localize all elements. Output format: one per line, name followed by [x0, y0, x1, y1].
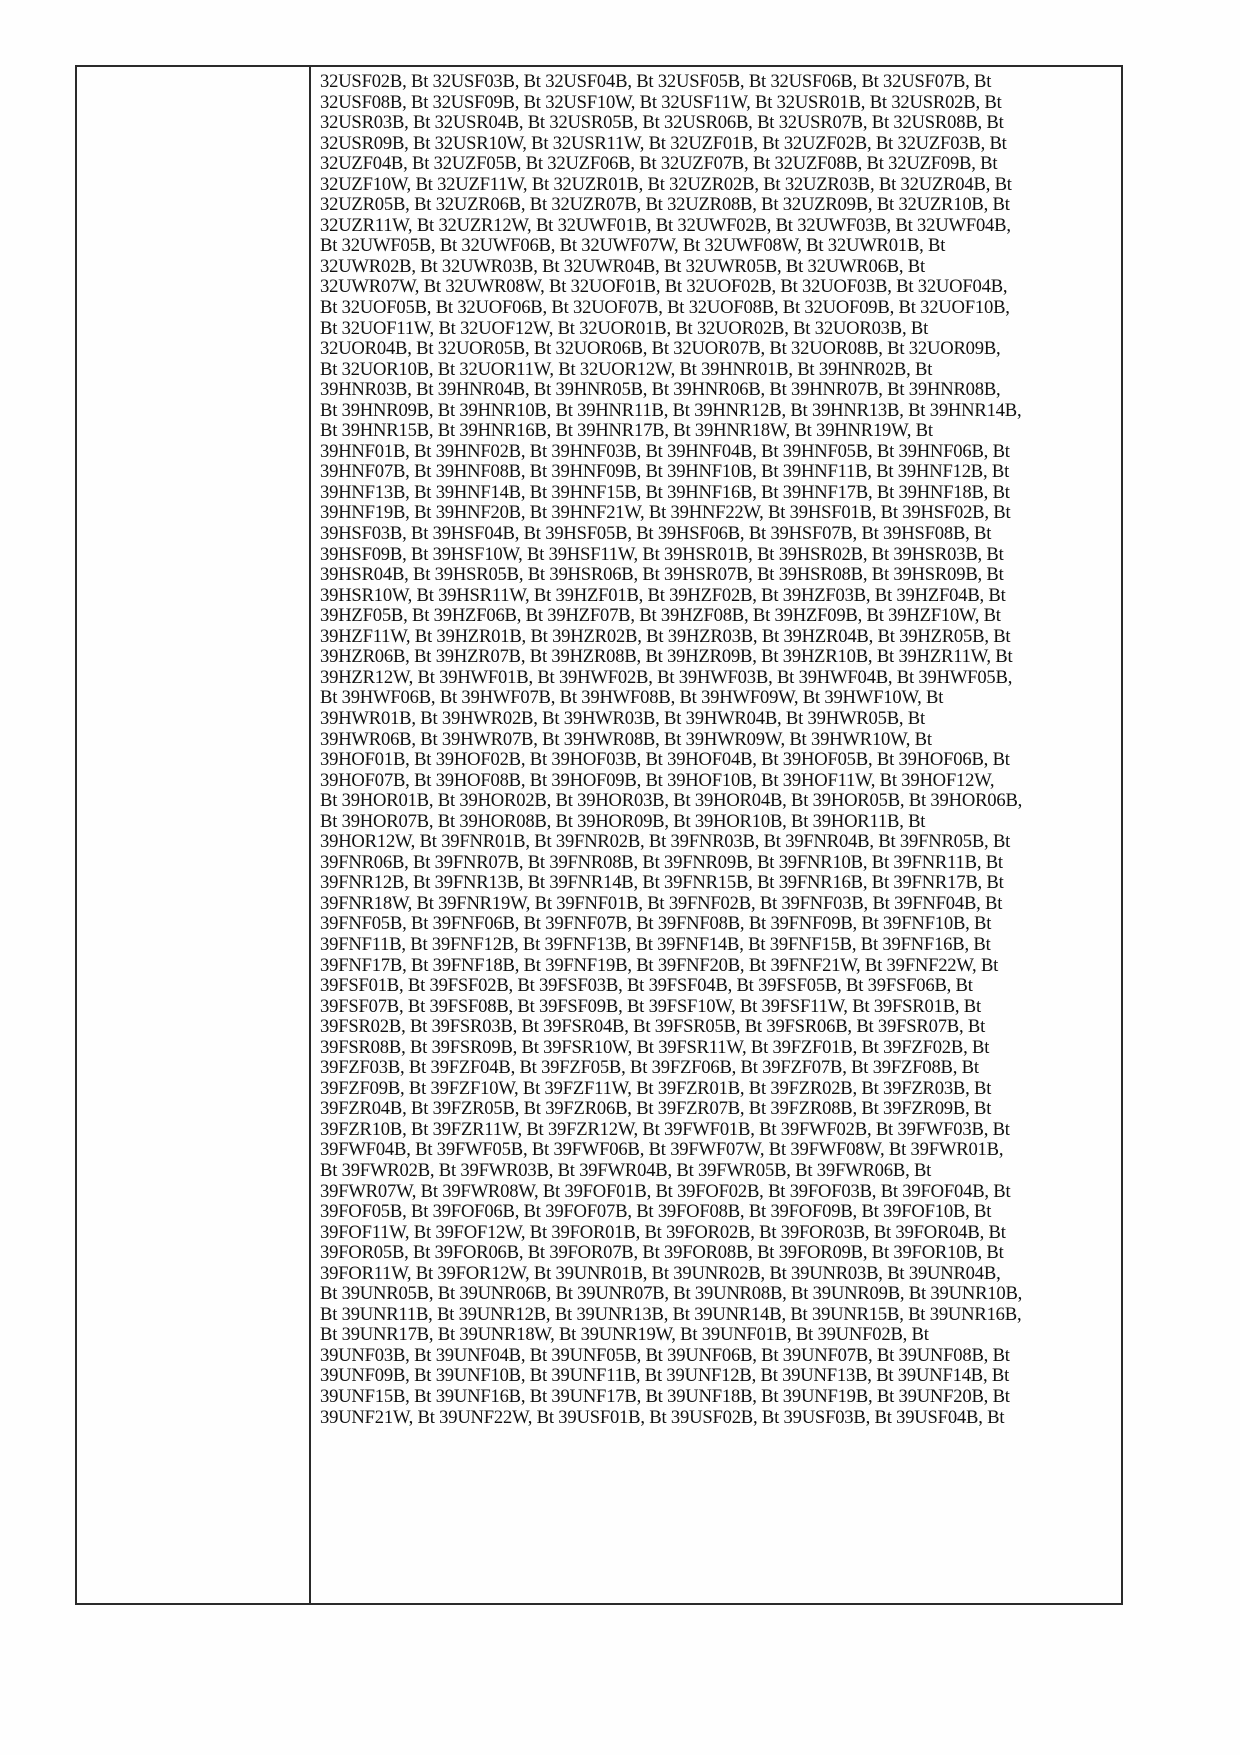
- text-line: 39FNR18W, Bt 39FNR19W, Bt 39FNF01B, Bt 39FNF02B, Bt 39FNF03B, Bt 39FNF04B, Bt: [320, 892, 1003, 914]
- text-line: Bt 39UNR05B, Bt 39UNR06B, Bt 39UNR07B, Bt 39UNR08B, Bt 39UNR09B, Bt 39UNR10B,: [320, 1283, 1023, 1305]
- text-line: 39FNF11B, Bt 39FNF12B, Bt 39FNF13B, Bt 39FNF14B, Bt 39FNF15B, Bt 39FNF16B, Bt: [320, 933, 991, 955]
- text-line: 32USF08B, Bt 32USF09B, Bt 32USF10W, Bt 32USF11W, Bt 32USR01B, Bt 32USR02B, Bt: [320, 91, 1002, 113]
- table-left-cell: [77, 67, 311, 1603]
- text-line: 39FOR11W, Bt 39FOR12W, Bt 39UNR01B, Bt 39UNR02B, Bt 39UNR03B, Bt 39UNR04B,: [320, 1262, 1001, 1284]
- text-line: 39HZR06B, Bt 39HZR07B, Bt 39HZR08B, Bt 39HZR09B, Bt 39HZR10B, Bt 39HZR11W, Bt: [320, 646, 1013, 668]
- text-line: 39FSR08B, Bt 39FSR09B, Bt 39FSR10W, Bt 39FSR11W, Bt 39FZF01B, Bt 39FZF02B, Bt: [320, 1036, 990, 1058]
- text-line: 39FNR06B, Bt 39FNR07B, Bt 39FNR08B, Bt 39FNR09B, Bt 39FNR10B, Bt 39FNR11B, Bt: [320, 851, 1003, 873]
- text-line: Bt 32UOF11W, Bt 32UOF12W, Bt 32UOR01B, Bt 32UOR02B, Bt 32UOR03B, Bt: [320, 317, 929, 339]
- text-line: 39HOR12W, Bt 39FNR01B, Bt 39FNR02B, Bt 39FNR03B, Bt 39FNR04B, Bt 39FNR05B, Bt: [320, 831, 1011, 853]
- text-line: 39FZR04B, Bt 39FZR05B, Bt 39FZR06B, Bt 39FZR07B, Bt 39FZR08B, Bt 39FZR09B, Bt: [320, 1098, 992, 1120]
- text-line: 39HNF19B, Bt 39HNF20B, Bt 39HNF21W, Bt 39HNF22W, Bt 39HSF01B, Bt 39HSF02B, Bt: [320, 502, 1011, 524]
- text-line: [320, 1469, 1115, 1490]
- text-line: 39HZR12W, Bt 39HWF01B, Bt 39HWF02B, Bt 39HWF03B, Bt 39HWF04B, Bt 39HWF05B,: [320, 666, 1013, 688]
- text-line: 39FZR10B, Bt 39FZR11W, Bt 39FZR12W, Bt 39FWF01B, Bt 39FWF02B, Bt 39FWF03B, Bt: [320, 1118, 1010, 1140]
- text-line: 39HNR03B, Bt 39HNR04B, Bt 39HNR05B, Bt 39HNR06B, Bt 39HNR07B, Bt 39HNR08B,: [320, 379, 1001, 401]
- text-line: 39FZF03B, Bt 39FZF04B, Bt 39FZF05B, Bt 39FZF06B, Bt 39FZF07B, Bt 39FZF08B, Bt: [320, 1057, 979, 1079]
- text-line: 39HSR10W, Bt 39HSR11W, Bt 39HZF01B, Bt 39HZF02B, Bt 39HZF03B, Bt 39HZF04B, Bt: [320, 584, 1006, 606]
- text-line: [320, 1428, 1115, 1449]
- text-line: 39FNR12B, Bt 39FNR13B, Bt 39FNR14B, Bt 39FNR15B, Bt 39FNR16B, Bt 39FNR17B, Bt: [320, 872, 1004, 894]
- text-line: 32UZR11W, Bt 32UZR12W, Bt 32UWF01B, Bt 32UWF02B, Bt 32UWF03B, Bt 32UWF04B,: [320, 214, 1011, 236]
- text-line: Bt 32UOR10B, Bt 32UOR11W, Bt 32UOR12W, Bt 39HNR01B, Bt 39HNR02B, Bt: [320, 358, 933, 380]
- text-line: 39FNF17B, Bt 39FNF18B, Bt 39FNF19B, Bt 39FNF20B, Bt 39FNF21W, Bt 39FNF22W, Bt: [320, 954, 999, 976]
- text-line: Bt 32UWF05B, Bt 32UWF06B, Bt 32UWF07W, Bt 32UWF08W, Bt 32UWR01B, Bt: [320, 235, 946, 257]
- text-line: Bt 39HNR09B, Bt 39HNR10B, Bt 39HNR11B, Bt 39HNR12B, Bt 39HNR13B, Bt 39HNR14B,: [320, 399, 1022, 421]
- text-line: 39HZF11W, Bt 39HZR01B, Bt 39HZR02B, Bt 39HZR03B, Bt 39HZR04B, Bt 39HZR05B, Bt: [320, 625, 1011, 647]
- text-line: [320, 1490, 1115, 1511]
- text-line: Bt 39HWF06B, Bt 39HWF07B, Bt 39HWF08B, Bt 39HWF09W, Bt 39HWF10W, Bt: [320, 687, 944, 709]
- text-line: 32UZR05B, Bt 32UZR06B, Bt 32UZR07B, Bt 32UZR08B, Bt 32UZR09B, Bt 32UZR10B, Bt: [320, 194, 1010, 216]
- text-line: 32UWR07W, Bt 32UWR08W, Bt 32UOF01B, Bt 32UOF02B, Bt 32UOF03B, Bt 32UOF04B,: [320, 276, 1008, 298]
- text-line: 39HWR01B, Bt 39HWR02B, Bt 39HWR03B, Bt 39HWR04B, Bt 39HWR05B, Bt: [320, 707, 925, 729]
- text-line: 39HOF07B, Bt 39HOF08B, Bt 39HOF09B, Bt 39HOF10B, Bt 39HOF11W, Bt 39HOF12W,: [320, 769, 995, 791]
- text-line: 39FSF01B, Bt 39FSF02B, Bt 39FSF03B, Bt 39FSF04B, Bt 39FSF05B, Bt 39FSF06B, Bt: [320, 975, 973, 997]
- text-line: Bt 32UOF05B, Bt 32UOF06B, Bt 32UOF07B, Bt 32UOF08B, Bt 32UOF09B, Bt 32UOF10B,: [320, 297, 1010, 319]
- text-line: 39HNF01B, Bt 39HNF02B, Bt 39HNF03B, Bt 39HNF04B, Bt 39HNF05B, Bt 39HNF06B, Bt: [320, 440, 1010, 462]
- text-line: 39HNF13B, Bt 39HNF14B, Bt 39HNF15B, Bt 39HNF16B, Bt 39HNF17B, Bt 39HNF18B, Bt: [320, 481, 1010, 503]
- text-line: 39HSF09B, Bt 39HSF10W, Bt 39HSF11W, Bt 39HSR01B, Bt 39HSR02B, Bt 39HSR03B, Bt: [320, 543, 1004, 565]
- text-line: Bt 39UNR17B, Bt 39UNR18W, Bt 39UNR19W, Bt 39UNF01B, Bt 39UNF02B, Bt: [320, 1324, 929, 1346]
- text-line: 32UWR02B, Bt 32UWR03B, Bt 32UWR04B, Bt 32UWR05B, Bt 32UWR06B, Bt: [320, 255, 925, 277]
- text-line: 39FWF04B, Bt 39FWF05B, Bt 39FWF06B, Bt 39FWF07W, Bt 39FWF08W, Bt 39FWR01B,: [320, 1139, 1004, 1161]
- text-line: 39FZF09B, Bt 39FZF10W, Bt 39FZF11W, Bt 39FZR01B, Bt 39FZR02B, Bt 39FZR03B, Bt: [320, 1077, 992, 1099]
- text-line: 39HSF03B, Bt 39HSF04B, Bt 39HSF05B, Bt 39HSF06B, Bt 39HSF07B, Bt 39HSF08B, Bt: [320, 523, 992, 545]
- text-line: 32USR09B, Bt 32USR10W, Bt 32USR11W, Bt 32UZF01B, Bt 32UZF02B, Bt 32UZF03B, Bt: [320, 132, 1007, 154]
- text-line: 32UZF10W, Bt 32UZF11W, Bt 32UZR01B, Bt 32UZR02B, Bt 32UZR03B, Bt 32UZR04B, Bt: [320, 173, 1012, 195]
- text-line: 39HSR04B, Bt 39HSR05B, Bt 39HSR06B, Bt 39HSR07B, Bt 39HSR08B, Bt 39HSR09B, Bt: [320, 564, 1004, 586]
- text-line: 32UOR04B, Bt 32UOR05B, Bt 32UOR06B, Bt 32UOR07B, Bt 32UOR08B, Bt 32UOR09B,: [320, 338, 1001, 360]
- text-line: 39HOF01B, Bt 39HOF02B, Bt 39HOF03B, Bt 39HOF04B, Bt 39HOF05B, Bt 39HOF06B, Bt: [320, 749, 1010, 771]
- text-line: 39HZF05B, Bt 39HZF06B, Bt 39HZF07B, Bt 39HZF08B, Bt 39HZF09B, Bt 39HZF10W, Bt: [320, 605, 1001, 627]
- text-line: Bt 39HOR07B, Bt 39HOR08B, Bt 39HOR09B, Bt 39HOR10B, Bt 39HOR11B, Bt: [320, 810, 926, 832]
- text-line: Bt 39UNR11B, Bt 39UNR12B, Bt 39UNR13B, Bt 39UNR14B, Bt 39UNR15B, Bt 39UNR16B,: [320, 1303, 1022, 1325]
- text-line: 39FNF05B, Bt 39FNF06B, Bt 39FNF07B, Bt 39FNF08B, Bt 39FNF09B, Bt 39FNF10B, Bt: [320, 913, 992, 935]
- text-line: 32USR03B, Bt 32USR04B, Bt 32USR05B, Bt 32USR06B, Bt 32USR07B, Bt 32USR08B, Bt: [320, 112, 1004, 134]
- text-line: [320, 1449, 1115, 1470]
- text-line: 39FWR07W, Bt 39FWR08W, Bt 39FOF01B, Bt 39FOF02B, Bt 39FOF03B, Bt 39FOF04B, Bt: [320, 1180, 1011, 1202]
- text-line: 32UZF04B, Bt 32UZF05B, Bt 32UZF06B, Bt 32UZF07B, Bt 32UZF08B, Bt 32UZF09B, Bt: [320, 153, 998, 175]
- document-table: [75, 65, 1123, 1605]
- text-line: 39HNF07B, Bt 39HNF08B, Bt 39HNF09B, Bt 39HNF10B, Bt 39HNF11B, Bt 39HNF12B, Bt: [320, 461, 1010, 483]
- text-line: 39FOF11W, Bt 39FOF12W, Bt 39FOR01B, Bt 39FOR02B, Bt 39FOR03B, Bt 39FOR04B, Bt: [320, 1221, 1006, 1243]
- table-right-cell: [311, 67, 1121, 1603]
- text-line: Bt 39FWR02B, Bt 39FWR03B, Bt 39FWR04B, Bt 39FWR05B, Bt 39FWR06B, Bt: [320, 1159, 932, 1181]
- text-line: 39FOF05B, Bt 39FOF06B, Bt 39FOF07B, Bt 39FOF08B, Bt 39FOF09B, Bt 39FOF10B, Bt: [320, 1201, 992, 1223]
- text-line: Bt 39HNR15B, Bt 39HNR16B, Bt 39HNR17B, Bt 39HNR18W, Bt 39HNR19W, Bt: [320, 420, 933, 442]
- text-line: 39UNF03B, Bt 39UNF04B, Bt 39UNF05B, Bt 39UNF06B, Bt 39UNF07B, Bt 39UNF08B, Bt: [320, 1344, 1010, 1366]
- text-line: 39FSF07B, Bt 39FSF08B, Bt 39FSF09B, Bt 39FSF10W, Bt 39FSF11W, Bt 39FSR01B, Bt: [320, 995, 981, 1017]
- text-line: 39FSR02B, Bt 39FSR03B, Bt 39FSR04B, Bt 39FSR05B, Bt 39FSR06B, Bt 39FSR07B, Bt: [320, 1016, 986, 1038]
- text-line: Bt 39HOR01B, Bt 39HOR02B, Bt 39HOR03B, Bt 39HOR04B, Bt 39HOR05B, Bt 39HOR06B,: [320, 790, 1023, 812]
- text-line: 39HWR06B, Bt 39HWR07B, Bt 39HWR08B, Bt 39HWR09W, Bt 39HWR10W, Bt: [320, 728, 932, 750]
- text-line: 39UNF21W, Bt 39UNF22W, Bt 39USF01B, Bt 39USF02B, Bt 39USF03B, Bt 39USF04B, Bt: [320, 1406, 1005, 1428]
- text-line: 39FOR05B, Bt 39FOR06B, Bt 39FOR07B, Bt 39FOR08B, Bt 39FOR09B, Bt 39FOR10B, Bt: [320, 1242, 1004, 1264]
- text-line: 39UNF15B, Bt 39UNF16B, Bt 39UNF17B, Bt 39UNF18B, Bt 39UNF19B, Bt 39UNF20B, Bt: [320, 1386, 1010, 1407]
- text-line: 32USF02B, Bt 32USF03B, Bt 32USF04B, Bt 32USF05B, Bt 32USF06B, Bt 32USF07B, Bt: [320, 71, 992, 92]
- text-line: 39UNF09B, Bt 39UNF10B, Bt 39UNF11B, Bt 39UNF12B, Bt 39UNF13B, Bt 39UNF14B, Bt: [320, 1365, 1010, 1387]
